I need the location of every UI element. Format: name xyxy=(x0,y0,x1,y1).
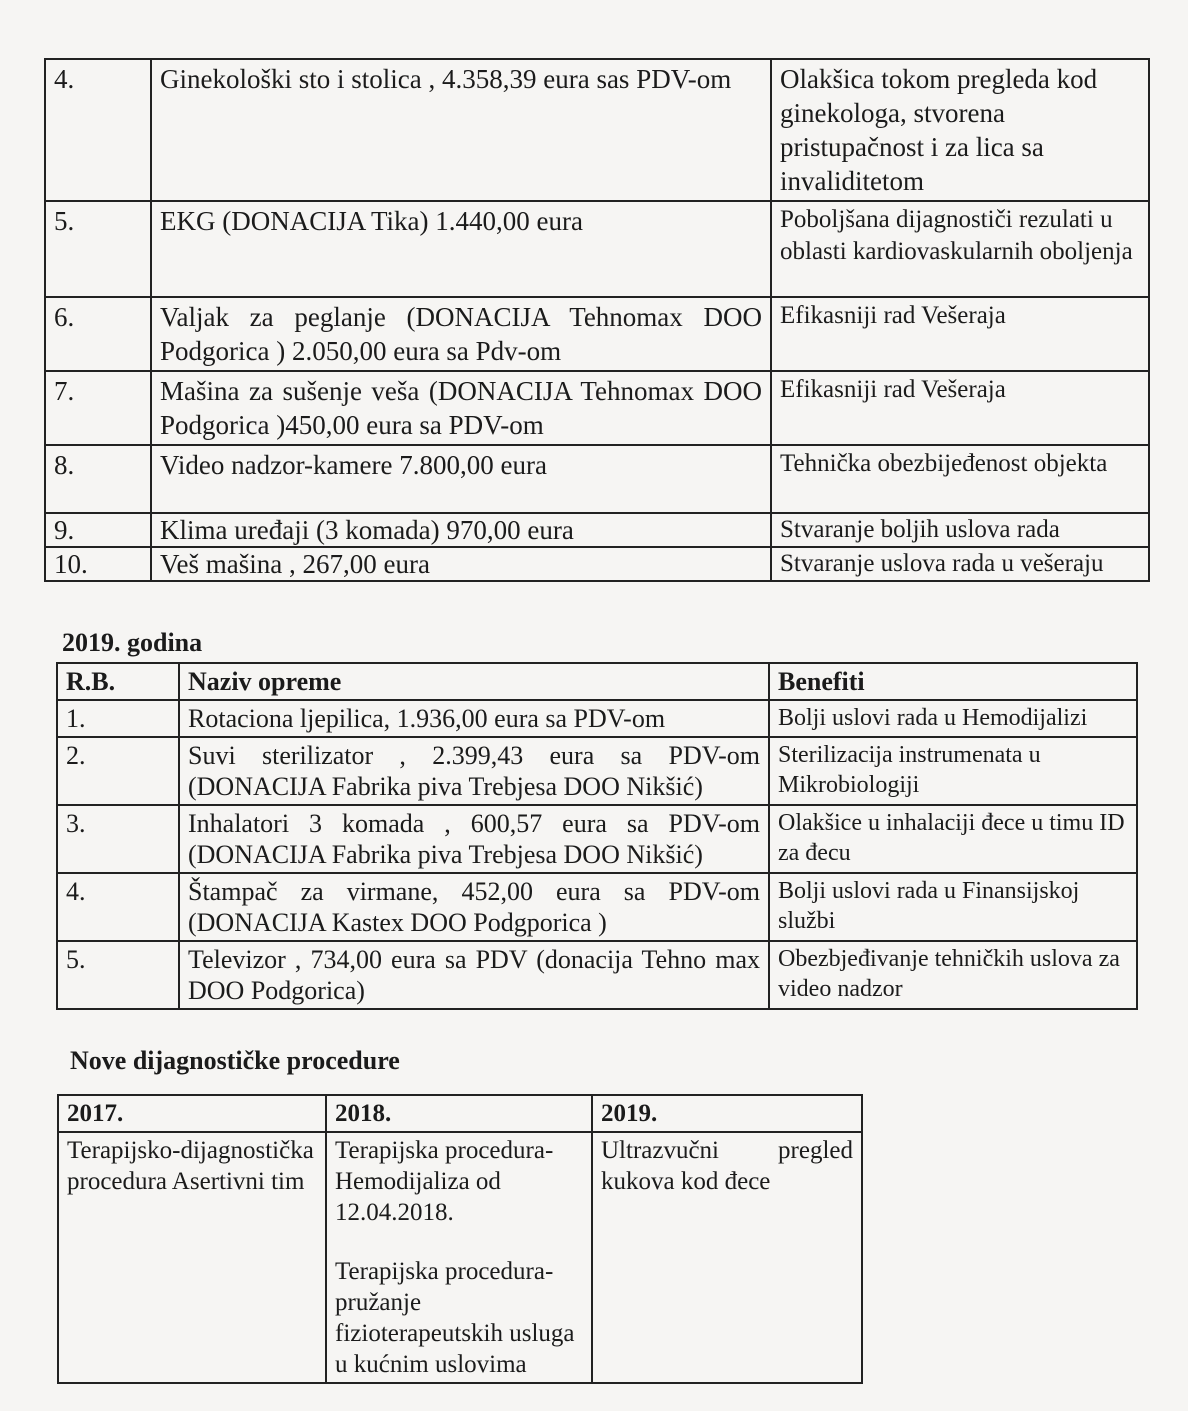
procedure-2018-home-physiotherapy: Terapijska procedura-pružanje fizioterapeutskih usluga u kućnim uslovima xyxy=(335,1258,575,1378)
benefit-text: Efikasniji rad Vešeraja xyxy=(771,371,1149,445)
table-row xyxy=(45,547,1149,581)
row-number: 10. xyxy=(45,547,151,581)
table-header-row xyxy=(58,1095,862,1132)
benefit-text: Poboljšana dijagnostiči rezulati u oblasti kardiovaskularnih oboljenja xyxy=(771,201,1149,297)
benefit-text: Stvaranje uslova rada u vešeraju xyxy=(771,547,1149,581)
equipment-name: Veš mašina , 267,00 eura xyxy=(151,547,771,581)
procedures-table xyxy=(57,1094,863,1384)
benefit-text: Stvaranje boljih uslova rada xyxy=(771,513,1149,547)
table-row xyxy=(45,445,1149,513)
equipment-name: Rotaciona ljepilica, 1.936,00 eura sa PDV-om xyxy=(179,700,769,737)
column-header-2017: 2017. xyxy=(58,1095,326,1132)
equipment-table-2019 xyxy=(56,662,1138,1010)
equipment-name: Suvi sterilizator , 2.399,43 eura sa PDV-om (DONACIJA Fabrika piva Trebjesa DOO Nikšić) xyxy=(179,737,769,805)
equipment-name: Klima uređaji (3 komada) 970,00 eura xyxy=(151,513,771,547)
procedure-2018-cell xyxy=(326,1132,592,1383)
table-row xyxy=(58,1132,862,1383)
procedure-2019: Ultrazvučni pregled kukova kod đece xyxy=(592,1132,862,1383)
row-number: 3. xyxy=(57,805,179,873)
table-row xyxy=(45,297,1149,371)
procedure-2018-hemodialysis: Terapijska procedura-Hemodijaliza od 12.04.2018. xyxy=(335,1137,554,1226)
column-header-2018: 2018. xyxy=(326,1095,592,1132)
row-number: 5. xyxy=(45,201,151,297)
row-number: 7. xyxy=(45,371,151,445)
row-number: 4. xyxy=(57,873,179,941)
equipment-table-2018-continued xyxy=(44,58,1150,582)
column-header-naziv: Naziv opreme xyxy=(179,663,769,700)
column-header-rb: R.B. xyxy=(57,663,179,700)
row-number: 5. xyxy=(57,941,179,1009)
benefit-text: Sterilizacija instrumenata u Mikrobiologiji xyxy=(769,737,1137,805)
table-row xyxy=(45,513,1149,547)
equipment-name: Valjak za peglanje (DONACIJA Tehnomax DOO Podgorica ) 2.050,00 eura sa Pdv-om xyxy=(151,297,771,371)
equipment-name: EKG (DONACIJA Tika) 1.440,00 eura xyxy=(151,201,771,297)
row-number: 1. xyxy=(57,700,179,737)
row-number: 4. xyxy=(45,59,151,201)
table-row xyxy=(57,737,1137,805)
benefit-text: Bolji uslovi rada u Hemodijalizi xyxy=(769,700,1137,737)
table-row xyxy=(57,941,1137,1009)
benefit-text: Bolji uslovi rada u Finansijskoj službi xyxy=(769,873,1137,941)
equipment-name: Inhalatori 3 komada , 600,57 eura sa PDV-om (DONACIJA Fabrika piva Trebjesa DOO Nikšić) xyxy=(179,805,769,873)
table-row xyxy=(45,59,1149,201)
benefit-text: Olakšica tokom pregleda kod ginekologa, stvorena pristupačnost i za lica sa invaliditetom xyxy=(771,59,1149,201)
table-row xyxy=(57,700,1137,737)
equipment-name: Mašina za sušenje veša (DONACIJA Tehnomax DOO Podgorica )450,00 eura sa PDV-om xyxy=(151,371,771,445)
equipment-name: Ginekološki sto i stolica , 4.358,39 eura sas PDV-om xyxy=(151,59,771,201)
procedure-2017: Terapijsko-dijagnostička procedura Asertivni tim xyxy=(58,1132,326,1383)
column-header-2019: 2019. xyxy=(592,1095,862,1132)
column-header-benefiti: Benefiti xyxy=(769,663,1137,700)
table-row xyxy=(45,371,1149,445)
table-row xyxy=(57,805,1137,873)
paragraph-gap xyxy=(335,1228,583,1256)
benefit-text: Tehnička obezbijeđenost objekta xyxy=(771,445,1149,513)
table-row xyxy=(45,201,1149,297)
row-number: 2. xyxy=(57,737,179,805)
equipment-name: Štampač za virmane, 452,00 eura sa PDV-om (DONACIJA Kastex DOO Podgporica ) xyxy=(179,873,769,941)
benefit-text: Obezbjeđivanje tehničkih uslova za video nadzor xyxy=(769,941,1137,1009)
section-heading-procedures: Nove dijagnostičke procedure xyxy=(70,1046,400,1075)
equipment-name: Video nadzor-kamere 7.800,00 eura xyxy=(151,445,771,513)
row-number: 8. xyxy=(45,445,151,513)
section-heading-2019: 2019. godina xyxy=(62,628,203,657)
table-header-row xyxy=(57,663,1137,700)
benefit-text: Olakšice u inhalaciji đece u timu ID za đecu xyxy=(769,805,1137,873)
benefit-text: Efikasniji rad Vešeraja xyxy=(771,297,1149,371)
row-number: 6. xyxy=(45,297,151,371)
equipment-name: Televizor , 734,00 eura sa PDV (donacija Tehno max DOO Podgorica) xyxy=(179,941,769,1009)
table-row xyxy=(57,873,1137,941)
row-number: 9. xyxy=(45,513,151,547)
